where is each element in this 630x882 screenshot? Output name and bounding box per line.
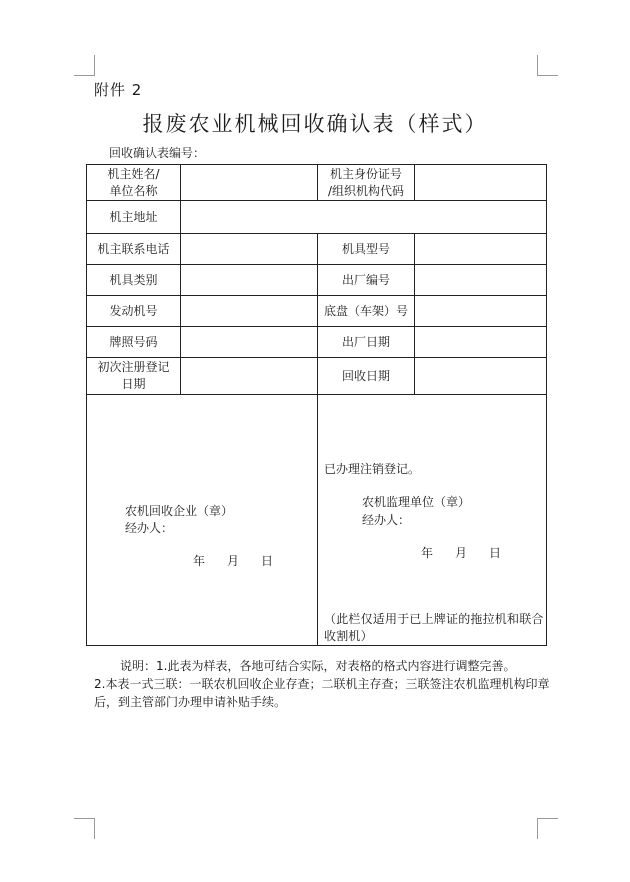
first-registration-date-label-line2: 日期 [121, 377, 146, 391]
owner-name-value[interactable] [181, 165, 318, 201]
factory-number-label: 出厂编号 [318, 265, 415, 296]
recycler-date-line [193, 553, 273, 570]
annex-label: 附件 2 [94, 81, 143, 99]
engine-number-label: 发动机号 [87, 296, 181, 327]
crop-mark-bottom-right [537, 818, 558, 839]
deregistration-statement: 已办理注销登记。 [324, 462, 421, 476]
owner-name-label-line1: 机主姓名/ [107, 166, 160, 181]
supervision-unit-seal-label: 农机监理单位（章） [362, 495, 471, 509]
page-title: 报废农业机械回收确认表（样式） [142, 112, 488, 136]
table-row [87, 395, 547, 646]
machine-model-value[interactable] [415, 234, 547, 265]
owner-name-label-line2: 单位名称 [109, 183, 158, 198]
date-month-label: 月 [455, 546, 468, 560]
owner-phone-value[interactable] [181, 234, 318, 265]
notes-section [94, 657, 550, 711]
note-line-2: 2.本表一式三联：一联农机回收企业存查；二联机主存查；三联签注农机监理机构印章后，到主管部门办理申请补贴手续。 [94, 677, 550, 709]
owner-id-value[interactable] [415, 165, 547, 201]
applicability-note: （此栏仅适用于已上牌证的拖拉机和联合收割机） [324, 612, 544, 643]
table-row [87, 327, 547, 358]
date-day-label: 日 [261, 554, 274, 568]
plate-number-label: 牌照号码 [87, 327, 181, 358]
table-row [87, 165, 547, 201]
first-registration-date-value[interactable] [181, 358, 318, 395]
table-row [87, 296, 547, 327]
supervision-date-line [421, 545, 501, 562]
recycle-date-value[interactable] [415, 358, 547, 395]
date-day-label: 日 [489, 546, 502, 560]
owner-id-label-line2: /组织机构代码 [327, 183, 405, 198]
crop-mark-bottom-left [74, 818, 95, 839]
owner-id-label-line1: 机主身份证号 [329, 166, 402, 181]
owner-id-label [318, 165, 415, 201]
note-line-1: 说明：1.此表为样表，各地可结合实际，对表格的格式内容进行调整完善。 [120, 659, 516, 673]
factory-date-label: 出厂日期 [318, 327, 415, 358]
table-row [87, 265, 547, 296]
machine-model-label: 机具型号 [318, 234, 415, 265]
date-year-label: 年 [193, 554, 206, 568]
recycler-company-seal-label: 农机回收企业（章） [125, 504, 234, 518]
recycle-date-label: 回收日期 [318, 358, 415, 395]
crop-mark-top-left [74, 55, 95, 76]
crop-mark-top-right [537, 55, 558, 76]
supervision-handler-label: 经办人： [362, 513, 411, 527]
recycler-handler-label: 经办人： [125, 521, 174, 535]
chassis-number-label: 底盘（车架）号 [318, 296, 415, 327]
factory-date-value[interactable] [415, 327, 547, 358]
owner-phone-label: 机主联系电话 [87, 234, 181, 265]
first-registration-date-label [87, 358, 181, 395]
owner-address-value[interactable] [181, 201, 547, 234]
factory-number-value[interactable] [415, 265, 547, 296]
owner-name-label [87, 165, 181, 201]
machine-category-label: 机具类别 [87, 265, 181, 296]
serial-number-label: 回收确认表编号： [109, 146, 206, 160]
machine-category-value[interactable] [181, 265, 318, 296]
table-row [87, 201, 547, 234]
owner-address-label: 机主地址 [87, 201, 181, 234]
table-row [87, 234, 547, 265]
table-row [87, 358, 547, 395]
engine-number-value[interactable] [181, 296, 318, 327]
recycler-signature-cell[interactable] [87, 395, 318, 646]
first-registration-date-label-line1: 初次注册登记 [97, 360, 170, 374]
date-month-label: 月 [227, 554, 240, 568]
recycle-confirmation-table [86, 164, 547, 646]
plate-number-value[interactable] [181, 327, 318, 358]
supervision-signature-cell[interactable] [318, 395, 547, 646]
date-year-label: 年 [421, 546, 434, 560]
chassis-number-value[interactable] [415, 296, 547, 327]
